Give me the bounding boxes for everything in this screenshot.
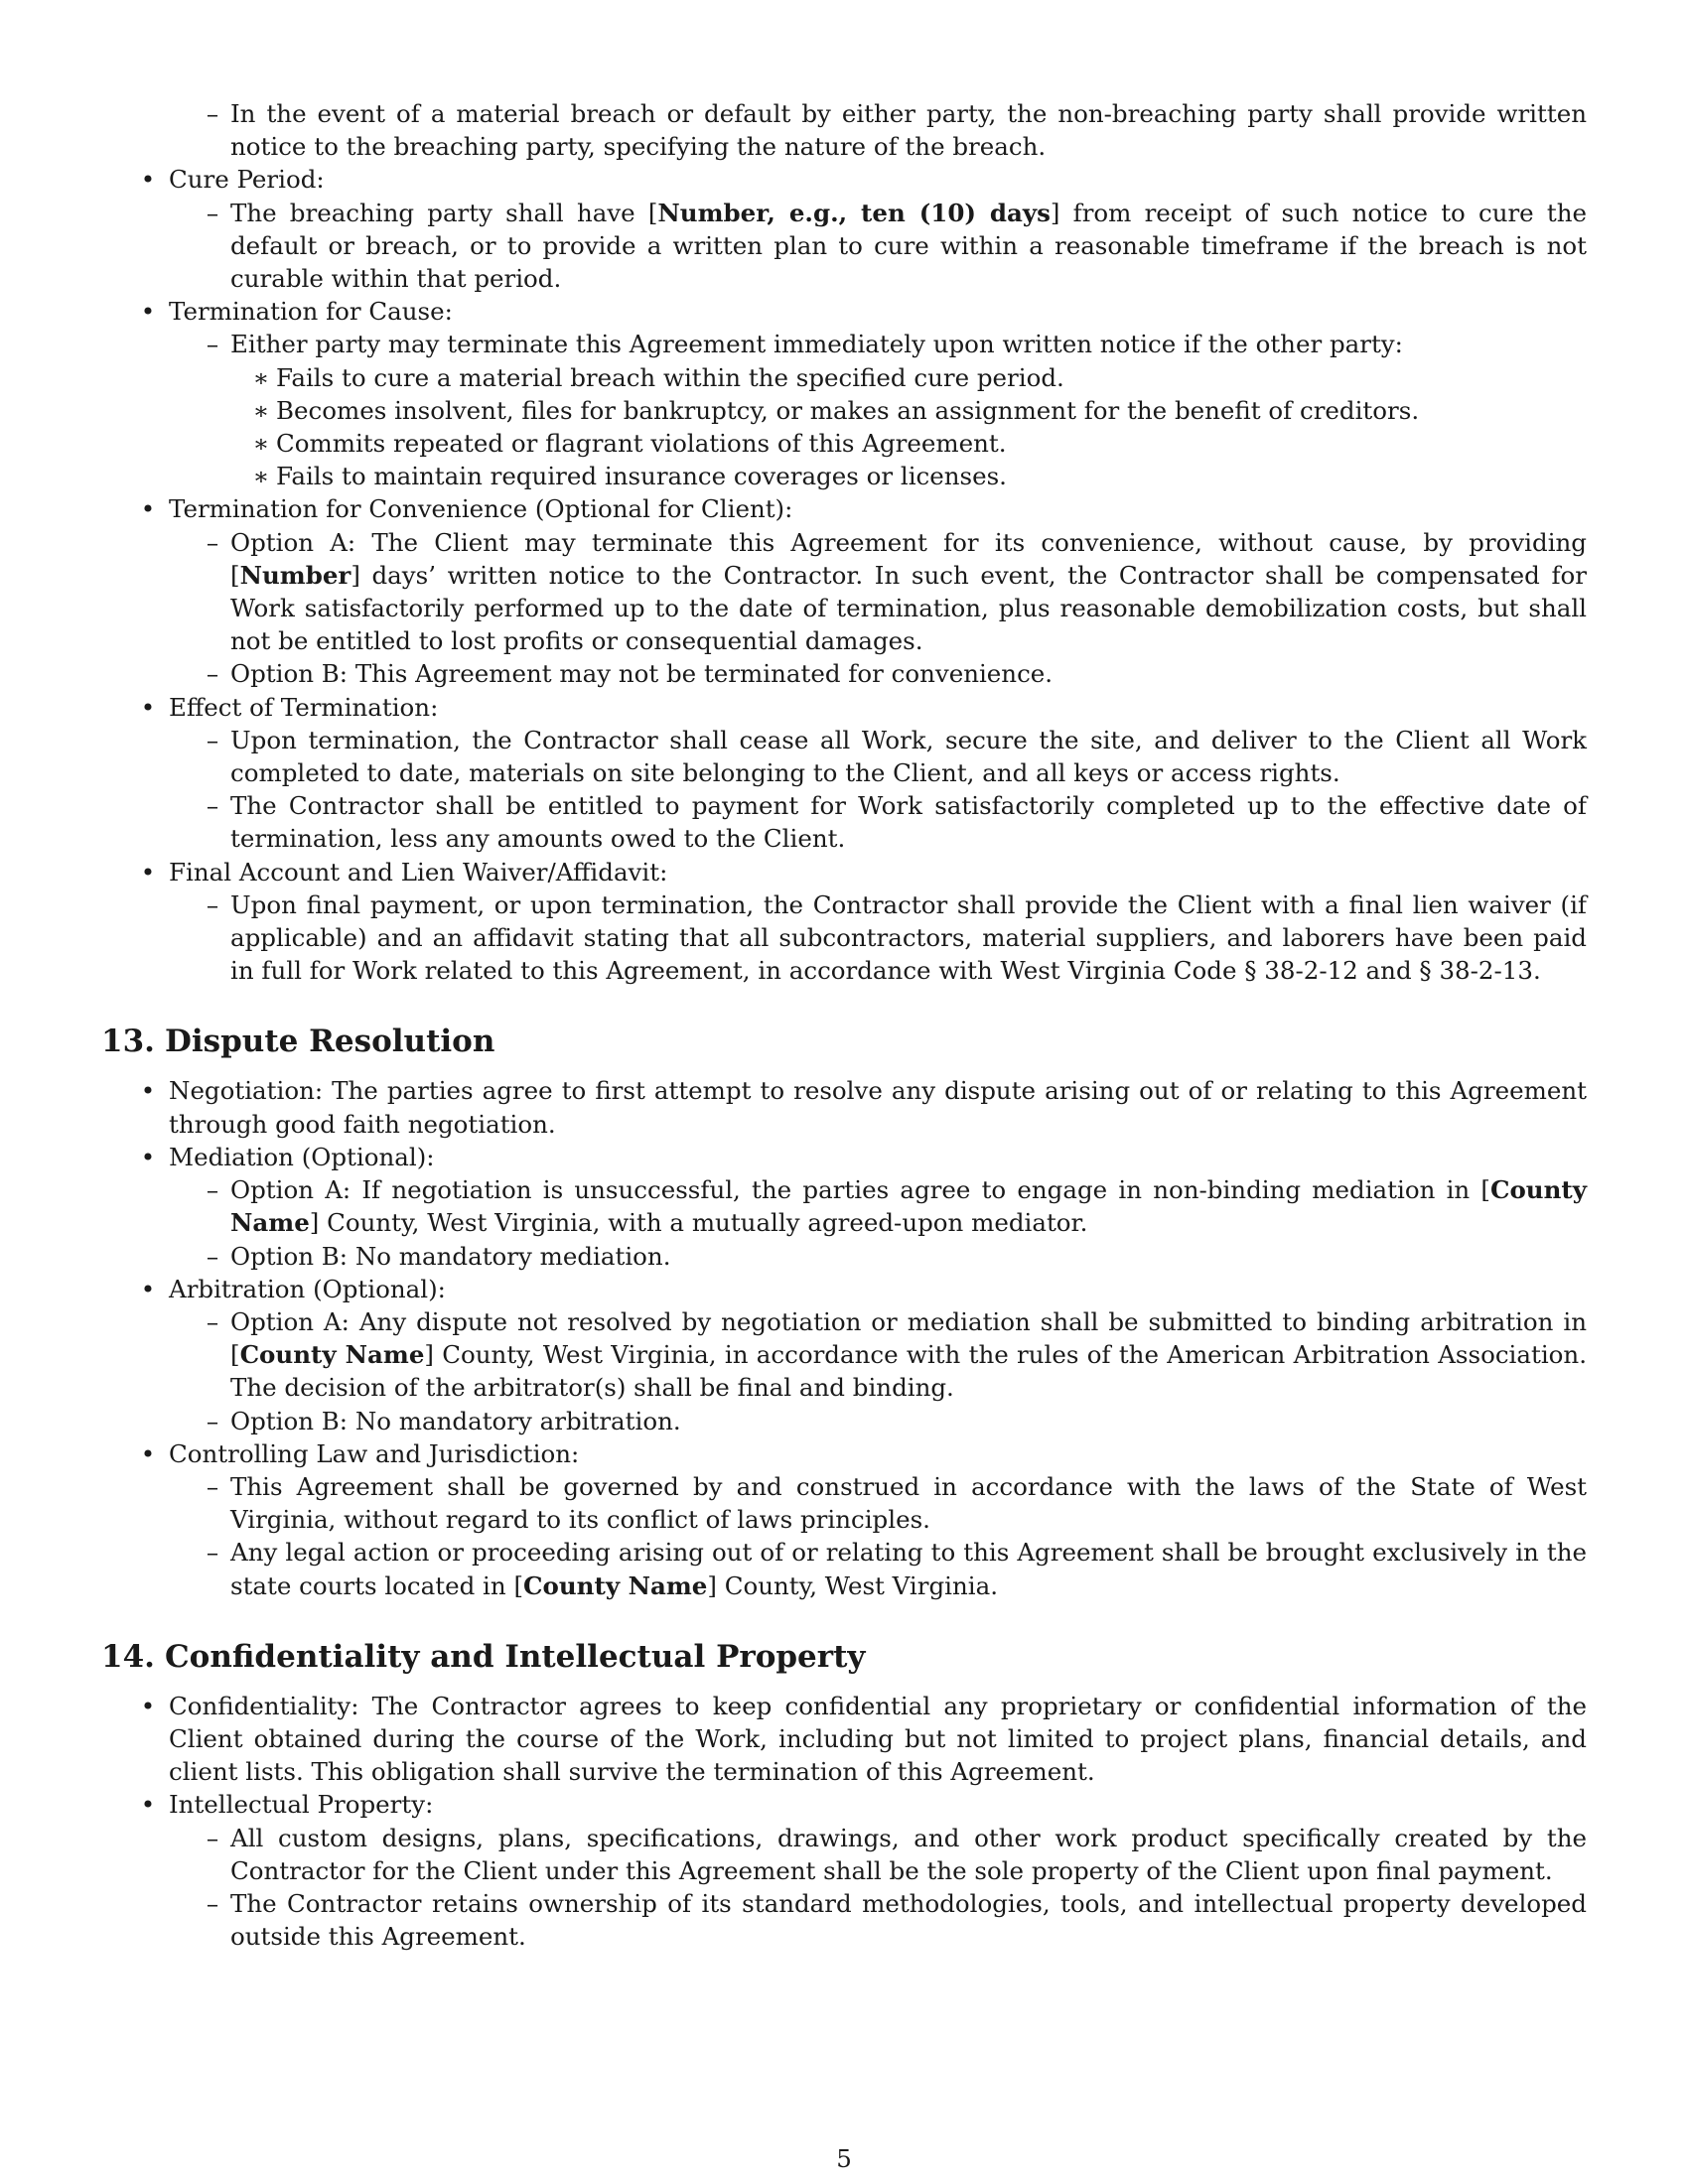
- bullet-marker: •: [140, 494, 156, 524]
- list-item: [101, 1240, 1587, 1273]
- bullet-marker: •: [140, 692, 156, 722]
- dash-marker: –: [206, 99, 219, 128]
- list-item: [101, 1273, 1587, 1305]
- list-item: [101, 460, 1587, 492]
- bullet-marker: •: [140, 857, 156, 887]
- bullet-marker: •: [140, 165, 156, 195]
- bullet-marker: •: [140, 1142, 156, 1171]
- controlling-law-text: This Agreement shall be governed by and construed in accordance with the laws of the State of West Virginia, without regard to its conflict of laws principles.: [230, 1471, 1587, 1535]
- list-item: [101, 1536, 1587, 1601]
- bullet-marker: •: [140, 1274, 156, 1303]
- dash-marker: –: [206, 1888, 219, 1918]
- cure-period-title: Cure Period:: [169, 165, 325, 195]
- list-item: [101, 856, 1587, 888]
- list-item: [101, 526, 1587, 658]
- dash-marker: –: [206, 198, 219, 227]
- convenience-option-a: Option A: The Client may terminate this Agreement for its convenience, without cause, by providing [Number] days’ written notice to the Contractor. In such event, the Contractor shall be compensated for Work satisfactorily performed up to the date of termination, plus reasonable demobilization costs, but shall not be entitled to lost profits or consequential damages.: [230, 527, 1587, 656]
- dash-marker: –: [206, 1241, 219, 1271]
- termination-cause-lead: Either party may terminate this Agreement immediately upon written notice if the other party:: [230, 330, 1403, 359]
- list-item: [101, 97, 1587, 163]
- section-title: Confidentiality and Intellectual Property: [165, 1638, 866, 1675]
- list-item: [101, 427, 1587, 460]
- list-item: [101, 1887, 1587, 1953]
- negotiation-text: Negotiation: The parties agree to first attempt to resolve any dispute arising out of or relating to this Agreement through good faith negotiation.: [169, 1076, 1587, 1139]
- list-item: [101, 1470, 1587, 1536]
- list-item: [101, 197, 1587, 296]
- list-item: [101, 1074, 1587, 1140]
- list-item: [101, 361, 1587, 394]
- list-item: [101, 1437, 1587, 1470]
- ip-item: The Contractor retains ownership of its standard methodologies, tools, and intellectual property developed outside this Agreement.: [230, 1888, 1587, 1952]
- dash-marker: –: [206, 1175, 219, 1205]
- dash-marker: –: [206, 1538, 219, 1568]
- final-account-text: Upon final payment, or upon termination, the Contractor shall provide the Client with a final lien waiver (if applicable) and an affidavit stating that all subcontractors, material suppliers, and laborers have been paid in full for Work related to this Agreement, in accordance with West Virginia Code § 38-2-12 and § 38-2-13.: [230, 889, 1587, 986]
- dash-marker: –: [206, 1306, 219, 1336]
- effect-item: Upon termination, the Contractor shall cease all Work, secure the site, and deliver to the Client all Work completed to date, materials on site belonging to the Client, and all keys or access rights.: [230, 725, 1587, 788]
- section-heading: [101, 1637, 1587, 1677]
- final-account-title: Final Account and Lien Waiver/Affidavit:: [169, 857, 668, 887]
- list-item: [101, 1690, 1587, 1789]
- dash-marker: –: [206, 527, 219, 557]
- dash-marker: –: [206, 889, 219, 919]
- ip-item: All custom designs, plans, specifications, drawings, and other work product specifically created by the Contractor for the Client under this Agreement shall be the sole property of the Client upon final payment.: [230, 1823, 1587, 1885]
- dash-marker: –: [206, 1823, 219, 1852]
- placeholder-county: County Name: [230, 1175, 1587, 1238]
- placeholder-number: Number: [239, 560, 352, 590]
- list-item: [101, 724, 1587, 789]
- dash-marker: –: [206, 659, 219, 689]
- cause-item: Becomes insolvent, files for bankruptcy, or makes an assignment for the benefit of creditors.: [276, 395, 1420, 425]
- jurisdiction-text: Any legal action or proceeding arising out of or relating to this Agreement shall be brought exclusively in the state courts located in [County Name] County, West Virginia.: [230, 1538, 1587, 1600]
- termination-cause-title: Termination for Cause:: [169, 297, 453, 327]
- termination-convenience-title: Termination for Convenience (Optional for Client):: [169, 494, 793, 524]
- list-item: [101, 657, 1587, 690]
- arbitration-option-b: Option B: No mandatory arbitration.: [230, 1406, 681, 1435]
- bullet-marker: •: [140, 297, 156, 327]
- list-item: [101, 1141, 1587, 1173]
- mediation-title: Mediation (Optional):: [169, 1142, 435, 1171]
- section-heading: [101, 1022, 1587, 1061]
- page-number: 5: [836, 2144, 852, 2173]
- confidentiality-text: Confidentiality: The Contractor agrees to keep confidential any proprietary or confidential information of the Client obtained during the course of the Work, including but not limited to project plans, financial details, and client lists. This obligation shall survive the termination of this Agreement.: [169, 1691, 1587, 1787]
- effect-termination-title: Effect of Termination:: [169, 692, 439, 722]
- list-item: [101, 691, 1587, 724]
- dash-marker: –: [206, 1471, 219, 1501]
- arbitration-title: Arbitration (Optional):: [169, 1274, 446, 1303]
- dash-marker: –: [206, 330, 219, 359]
- placeholder-county: County Name: [239, 1340, 425, 1370]
- bullet-marker: •: [140, 1438, 156, 1468]
- section-number: 13.: [101, 1024, 155, 1060]
- notice-text: In the event of a material breach or default by either party, the non-breaching party shall provide written notice to the breaching party, specifying the nature of the breach.: [230, 99, 1587, 162]
- dash-marker: –: [206, 791, 219, 821]
- star-marker: ∗: [252, 362, 270, 392]
- bullet-marker: •: [140, 1076, 156, 1106]
- cause-item: Fails to cure a material breach within the specified cure period.: [276, 362, 1064, 392]
- placeholder-county: County Name: [523, 1570, 708, 1600]
- star-marker: ∗: [252, 429, 270, 459]
- list-item: [101, 1405, 1587, 1437]
- cure-period-text: The breaching party shall have [Number, e.g., ten (10) days] from receipt of such notice to cure the default or breach, or to provide a written plan to cure within a reasonable timeframe if the breach is not curable within that period.: [230, 198, 1587, 294]
- mediation-option-b: Option B: No mandatory mediation.: [230, 1241, 671, 1271]
- list-item: [101, 789, 1587, 855]
- list-item: [101, 1822, 1587, 1887]
- star-marker: ∗: [252, 462, 270, 491]
- cause-item: Commits repeated or flagrant violations of this Agreement.: [276, 429, 1007, 459]
- convenience-option-b: Option B: This Agreement may not be terminated for convenience.: [230, 659, 1054, 689]
- controlling-law-title: Controlling Law and Jurisdiction:: [169, 1438, 580, 1468]
- cause-item: Fails to maintain required insurance coverages or licenses.: [276, 462, 1007, 491]
- list-item: [101, 1305, 1587, 1405]
- list-item: [101, 1788, 1587, 1821]
- effect-item: The Contractor shall be entitled to payment for Work satisfactorily completed up to the effective date of termination, less any amounts owed to the Client.: [230, 791, 1587, 854]
- section-title: Dispute Resolution: [165, 1024, 495, 1060]
- list-item: [101, 295, 1587, 328]
- list-item: [101, 163, 1587, 196]
- bullet-marker: •: [140, 1691, 156, 1720]
- placeholder-days: Number, e.g., ten (10) days: [657, 198, 1051, 227]
- bullet-marker: •: [140, 1790, 156, 1820]
- arbitration-option-a: Option A: Any dispute not resolved by negotiation or mediation shall be submitted to binding arbitration in [County Name] County, West Virginia, in accordance with the rules of the American Arbitration Association. The decision of the arbitrator(s) shall be final and binding.: [230, 1306, 1587, 1403]
- mediation-option-a: Option A: If negotiation is unsuccessful, the parties agree to engage in non-binding mediation in [County Name] County, West Virginia, with a mutually agreed-upon mediator.: [230, 1175, 1587, 1238]
- list-item: [101, 888, 1587, 988]
- dash-marker: –: [206, 725, 219, 754]
- list-item: [101, 1173, 1587, 1239]
- section-number: 14.: [101, 1638, 155, 1675]
- list-item: [101, 394, 1587, 427]
- list-item: [101, 492, 1587, 525]
- star-marker: ∗: [252, 395, 270, 425]
- ip-title: Intellectual Property:: [169, 1790, 434, 1820]
- dash-marker: –: [206, 1406, 219, 1435]
- list-item: [101, 328, 1587, 360]
